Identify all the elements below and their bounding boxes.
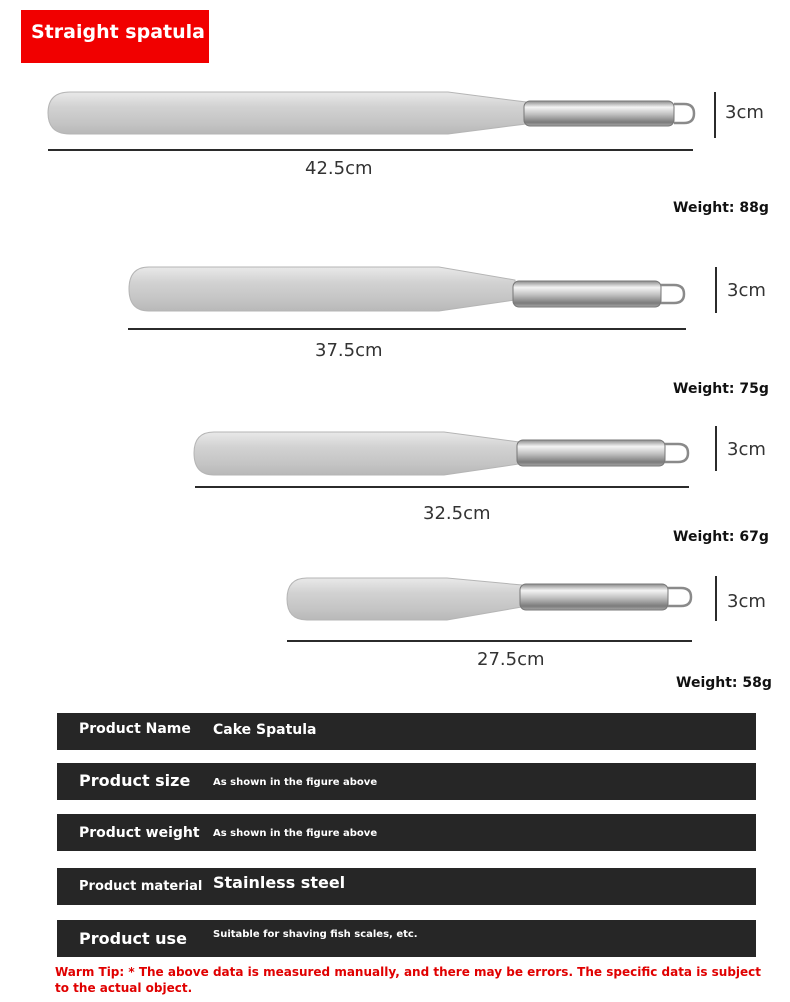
spec-value: Cake Spatula xyxy=(213,722,317,738)
spatula-1-image xyxy=(48,90,698,138)
title-text: Straight spatula xyxy=(31,21,205,43)
length-label-3: 32.5cm xyxy=(423,503,491,524)
weight-label-2: Weight: 75g xyxy=(673,381,769,397)
spec-key: Product weight xyxy=(79,825,200,841)
spec-key: Product size xyxy=(79,771,191,790)
spec-row-size xyxy=(57,763,756,800)
spatula-3-image xyxy=(194,430,694,478)
spatula-4-image xyxy=(287,575,697,623)
spatula-2-image xyxy=(129,265,689,313)
spec-value: As shown in the figure above xyxy=(213,777,378,788)
length-label-1: 42.5cm xyxy=(305,158,373,179)
width-label-2: 3cm xyxy=(727,280,766,301)
width-bar-2 xyxy=(715,267,717,313)
length-label-4: 27.5cm xyxy=(477,649,545,670)
weight-label-1: Weight: 88g xyxy=(673,200,769,216)
spatula-3 xyxy=(194,430,694,478)
spec-key: Product use xyxy=(79,929,187,948)
weight-label-3: Weight: 67g xyxy=(673,529,769,545)
length-line-2 xyxy=(128,328,686,330)
width-bar-4 xyxy=(715,576,717,621)
spec-value: Suitable for shaving fish scales, etc. xyxy=(213,929,418,940)
spec-row-name xyxy=(57,713,756,750)
title-badge xyxy=(21,10,209,63)
weight-label-4: Weight: 58g xyxy=(676,675,772,691)
width-bar-3 xyxy=(715,426,717,471)
spatula-1 xyxy=(48,90,698,138)
width-label-4: 3cm xyxy=(727,591,766,612)
spec-value: As shown in the figure above xyxy=(213,828,378,839)
spatula-2 xyxy=(129,265,689,313)
warm-tip: Warm Tip: * The above data is measured manually, and there may be errors. The specific data is subject to the actual object. xyxy=(55,965,762,995)
width-bar-1 xyxy=(714,92,716,138)
length-line-4 xyxy=(287,640,692,642)
length-line-1 xyxy=(48,149,693,151)
length-label-2: 37.5cm xyxy=(315,340,383,361)
width-label-1: 3cm xyxy=(725,102,764,123)
spec-value: Stainless steel xyxy=(213,873,346,892)
spatula-4 xyxy=(287,575,697,623)
length-line-3 xyxy=(195,486,689,488)
spec-key: Product Name xyxy=(79,721,191,737)
spec-row-material xyxy=(57,868,756,905)
width-label-3: 3cm xyxy=(727,439,766,460)
spec-key: Product material xyxy=(79,879,203,894)
spec-row-use xyxy=(57,920,756,957)
spec-row-weight xyxy=(57,814,756,851)
